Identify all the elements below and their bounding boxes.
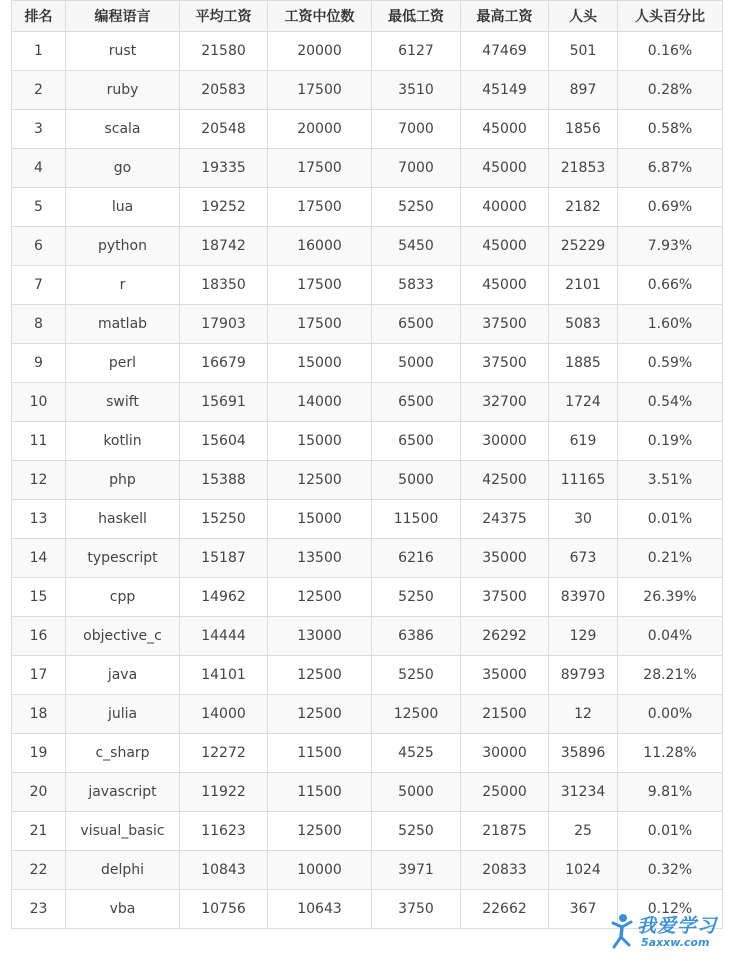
table-cell: 21500: [461, 695, 549, 734]
table-row: [12, 539, 723, 578]
table-cell: 5250: [372, 812, 461, 851]
table-cell: 37500: [461, 578, 549, 617]
table-row: [12, 149, 723, 188]
table-cell: 2101: [549, 266, 618, 305]
table-cell: 15250: [180, 500, 268, 539]
table-row: [12, 422, 723, 461]
table-cell: 25000: [461, 773, 549, 812]
table-cell: 7: [12, 266, 66, 305]
table-cell: 5000: [372, 773, 461, 812]
table-cell: go: [66, 149, 180, 188]
table-cell: 12500: [372, 695, 461, 734]
table-cell: 23: [12, 890, 66, 929]
table-cell: 37500: [461, 305, 549, 344]
table-cell: 11623: [180, 812, 268, 851]
table-cell: 5000: [372, 461, 461, 500]
table-cell: 83970: [549, 578, 618, 617]
table-row: [12, 461, 723, 500]
table-cell: 14444: [180, 617, 268, 656]
table-cell: 129: [549, 617, 618, 656]
table-cell: 30000: [461, 422, 549, 461]
table-cell: javascript: [66, 773, 180, 812]
table-cell: 10643: [268, 890, 372, 929]
table-cell: 15: [12, 578, 66, 617]
salary-table-container: [11, 0, 722, 929]
table-row: [12, 266, 723, 305]
table-cell: 12: [549, 695, 618, 734]
table-cell: julia: [66, 695, 180, 734]
table-cell: 35000: [461, 656, 549, 695]
table-cell: 17500: [268, 71, 372, 110]
table-cell: 45000: [461, 110, 549, 149]
table-row: [12, 617, 723, 656]
table-cell: 5: [12, 188, 66, 227]
table-cell: lua: [66, 188, 180, 227]
table-cell: 0.00%: [618, 695, 723, 734]
table-cell: 3510: [372, 71, 461, 110]
table-cell: 0.01%: [618, 812, 723, 851]
table-cell: 18: [12, 695, 66, 734]
table-cell: 3: [12, 110, 66, 149]
table-cell: 21: [12, 812, 66, 851]
table-cell: 14962: [180, 578, 268, 617]
table-cell: vba: [66, 890, 180, 929]
table-cell: 12500: [268, 578, 372, 617]
table-row: [12, 188, 723, 227]
table-cell: 45000: [461, 227, 549, 266]
table-cell: 5250: [372, 656, 461, 695]
table-cell: 0.32%: [618, 851, 723, 890]
table-cell: 1.60%: [618, 305, 723, 344]
table-cell: 3.51%: [618, 461, 723, 500]
table-cell: 1724: [549, 383, 618, 422]
column-header: 最低工资: [372, 1, 461, 32]
table-cell: 9.81%: [618, 773, 723, 812]
figure-logo-icon: [609, 913, 635, 951]
table-cell: 6216: [372, 539, 461, 578]
table-cell: 32700: [461, 383, 549, 422]
watermark: [609, 911, 727, 955]
table-cell: 13500: [268, 539, 372, 578]
table-cell: 10756: [180, 890, 268, 929]
table-cell: 17500: [268, 266, 372, 305]
table-cell: swift: [66, 383, 180, 422]
table-row: [12, 344, 723, 383]
table-cell: scala: [66, 110, 180, 149]
table-cell: 42500: [461, 461, 549, 500]
table-cell: 1885: [549, 344, 618, 383]
table-cell: 17: [12, 656, 66, 695]
table-header: [12, 1, 723, 32]
table-cell: 25: [549, 812, 618, 851]
table-cell: 4525: [372, 734, 461, 773]
table-cell: 14: [12, 539, 66, 578]
table-cell: 45000: [461, 266, 549, 305]
table-cell: 0.01%: [618, 500, 723, 539]
table-row: [12, 851, 723, 890]
table-cell: 0.58%: [618, 110, 723, 149]
table-cell: 89793: [549, 656, 618, 695]
table-cell: 9: [12, 344, 66, 383]
table-row: [12, 578, 723, 617]
table-cell: 0.16%: [618, 32, 723, 71]
column-header: 排名: [12, 1, 66, 32]
table-cell: 11500: [372, 500, 461, 539]
table-body: [12, 32, 723, 929]
table-cell: 35000: [461, 539, 549, 578]
table-cell: 20000: [268, 32, 372, 71]
column-header: 编程语言: [66, 1, 180, 32]
table-cell: 15604: [180, 422, 268, 461]
table-cell: python: [66, 227, 180, 266]
table-cell: 12500: [268, 656, 372, 695]
table-cell: 30: [549, 500, 618, 539]
header-row: [12, 1, 723, 32]
table-cell: 11.28%: [618, 734, 723, 773]
table-cell: 17500: [268, 305, 372, 344]
table-cell: 5250: [372, 188, 461, 227]
table-cell: delphi: [66, 851, 180, 890]
table-cell: 619: [549, 422, 618, 461]
table-cell: 12500: [268, 461, 372, 500]
table-cell: 16679: [180, 344, 268, 383]
table-cell: 7000: [372, 149, 461, 188]
table-cell: 15691: [180, 383, 268, 422]
table-cell: 6386: [372, 617, 461, 656]
table-cell: kotlin: [66, 422, 180, 461]
table-cell: perl: [66, 344, 180, 383]
table-row: [12, 656, 723, 695]
table-cell: 45149: [461, 71, 549, 110]
table-cell: 6: [12, 227, 66, 266]
table-cell: 4: [12, 149, 66, 188]
table-cell: 26292: [461, 617, 549, 656]
table-cell: 37500: [461, 344, 549, 383]
watermark-text: 我爱学习: [637, 915, 718, 937]
table-cell: 21580: [180, 32, 268, 71]
table-cell: ruby: [66, 71, 180, 110]
column-header: 最高工资: [461, 1, 549, 32]
table-cell: 2182: [549, 188, 618, 227]
table-cell: 0.69%: [618, 188, 723, 227]
table-cell: 3750: [372, 890, 461, 929]
table-cell: 30000: [461, 734, 549, 773]
table-cell: 13: [12, 500, 66, 539]
table-cell: 35896: [549, 734, 618, 773]
table-row: [12, 773, 723, 812]
table-cell: c_sharp: [66, 734, 180, 773]
table-cell: 14000: [180, 695, 268, 734]
table-cell: haskell: [66, 500, 180, 539]
table-cell: 20583: [180, 71, 268, 110]
table-cell: 897: [549, 71, 618, 110]
table-cell: 22: [12, 851, 66, 890]
table-cell: 15000: [268, 344, 372, 383]
table-cell: 12: [12, 461, 66, 500]
table-cell: 367: [549, 890, 618, 929]
table-row: [12, 227, 723, 266]
column-header: 人头: [549, 1, 618, 32]
table-cell: 6500: [372, 422, 461, 461]
table-cell: 10: [12, 383, 66, 422]
table-cell: 25229: [549, 227, 618, 266]
table-cell: 18350: [180, 266, 268, 305]
table-cell: 15000: [268, 500, 372, 539]
table-cell: r: [66, 266, 180, 305]
table-cell: 6500: [372, 383, 461, 422]
table-cell: 12272: [180, 734, 268, 773]
table-cell: 31234: [549, 773, 618, 812]
table-cell: matlab: [66, 305, 180, 344]
table-cell: 15187: [180, 539, 268, 578]
table-cell: 0.66%: [618, 266, 723, 305]
table-cell: 17500: [268, 188, 372, 227]
table-cell: 0.19%: [618, 422, 723, 461]
table-cell: cpp: [66, 578, 180, 617]
table-cell: 0.12%: [618, 890, 723, 929]
table-cell: 673: [549, 539, 618, 578]
table-cell: 17903: [180, 305, 268, 344]
table-cell: 7.93%: [618, 227, 723, 266]
table-cell: 11500: [268, 773, 372, 812]
table-cell: 1856: [549, 110, 618, 149]
table-cell: 21875: [461, 812, 549, 851]
table-cell: 12500: [268, 812, 372, 851]
table-row: [12, 32, 723, 71]
table-cell: 0.59%: [618, 344, 723, 383]
table-cell: 24375: [461, 500, 549, 539]
table-cell: 26.39%: [618, 578, 723, 617]
table-cell: 18742: [180, 227, 268, 266]
table-cell: typescript: [66, 539, 180, 578]
table-row: [12, 695, 723, 734]
table-cell: php: [66, 461, 180, 500]
table-cell: 8: [12, 305, 66, 344]
table-cell: 21853: [549, 149, 618, 188]
table-cell: 6127: [372, 32, 461, 71]
table-cell: 15000: [268, 422, 372, 461]
table-cell: 11: [12, 422, 66, 461]
table-cell: 5250: [372, 578, 461, 617]
table-row: [12, 734, 723, 773]
table-cell: 0.04%: [618, 617, 723, 656]
column-header: 工资中位数: [268, 1, 372, 32]
table-cell: 6.87%: [618, 149, 723, 188]
table-cell: 19252: [180, 188, 268, 227]
table-cell: 15388: [180, 461, 268, 500]
table-cell: visual_basic: [66, 812, 180, 851]
table-cell: 10843: [180, 851, 268, 890]
column-header: 人头百分比: [618, 1, 723, 32]
table-cell: objective_c: [66, 617, 180, 656]
table-cell: 11165: [549, 461, 618, 500]
table-cell: 22662: [461, 890, 549, 929]
table-row: [12, 812, 723, 851]
table-cell: 5000: [372, 344, 461, 383]
table-cell: 7000: [372, 110, 461, 149]
table-cell: 0.54%: [618, 383, 723, 422]
table-row: [12, 305, 723, 344]
salary-table: [11, 0, 723, 929]
table-cell: 10000: [268, 851, 372, 890]
table-cell: 1024: [549, 851, 618, 890]
table-cell: 14101: [180, 656, 268, 695]
table-cell: rust: [66, 32, 180, 71]
table-cell: 19: [12, 734, 66, 773]
table-row: [12, 500, 723, 539]
table-cell: 501: [549, 32, 618, 71]
table-cell: 12500: [268, 695, 372, 734]
table-cell: 6500: [372, 305, 461, 344]
table-cell: 47469: [461, 32, 549, 71]
table-cell: 1: [12, 32, 66, 71]
table-cell: 11500: [268, 734, 372, 773]
watermark-url: 5axxw.com: [641, 936, 710, 949]
table-row: [12, 71, 723, 110]
table-cell: 28.21%: [618, 656, 723, 695]
table-cell: 20: [12, 773, 66, 812]
table-cell: 0.28%: [618, 71, 723, 110]
table-cell: 20000: [268, 110, 372, 149]
table-cell: java: [66, 656, 180, 695]
table-cell: 20833: [461, 851, 549, 890]
table-cell: 0.21%: [618, 539, 723, 578]
table-cell: 16: [12, 617, 66, 656]
table-cell: 13000: [268, 617, 372, 656]
column-header: 平均工资: [180, 1, 268, 32]
table-cell: 11922: [180, 773, 268, 812]
table-cell: 5833: [372, 266, 461, 305]
table-cell: 14000: [268, 383, 372, 422]
table-cell: 3971: [372, 851, 461, 890]
table-cell: 45000: [461, 149, 549, 188]
table-cell: 19335: [180, 149, 268, 188]
table-cell: 2: [12, 71, 66, 110]
table-cell: 16000: [268, 227, 372, 266]
table-row: [12, 383, 723, 422]
table-cell: 20548: [180, 110, 268, 149]
table-cell: 5450: [372, 227, 461, 266]
table-cell: 17500: [268, 149, 372, 188]
table-cell: 40000: [461, 188, 549, 227]
table-cell: 5083: [549, 305, 618, 344]
table-row: [12, 110, 723, 149]
